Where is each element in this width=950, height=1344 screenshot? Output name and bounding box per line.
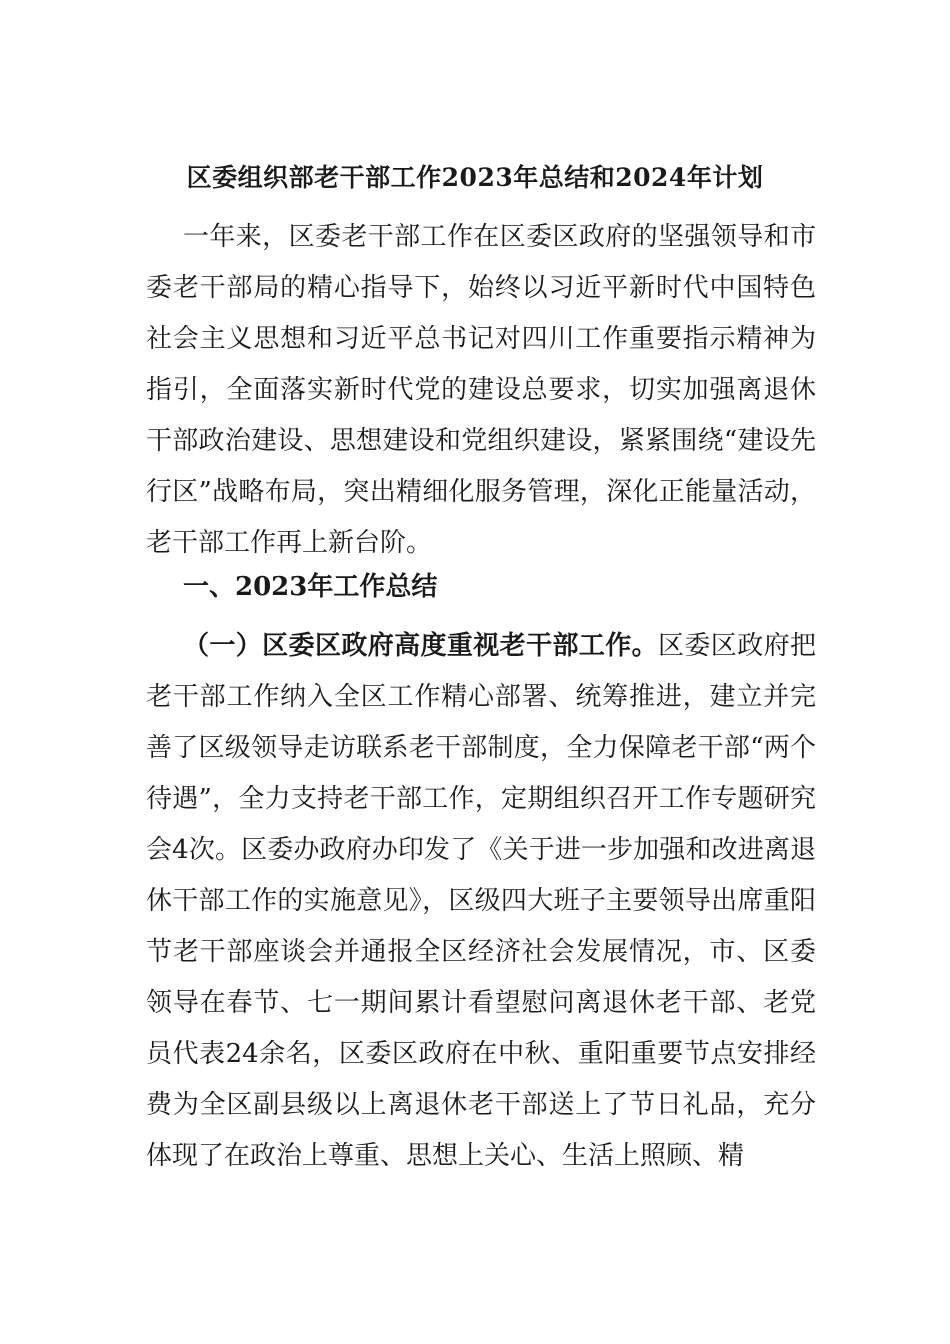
intro-paragraph: 一年来，区委老干部工作在区委区政府的坚强领导和市委老干部局的精心指导下，始终以习近平新时代中国特色社会主义思想和习近平总书记对四川工作重要指示精神为指引，全面落实新时代党的建设总要求，切实加强离退休干部政治建设、思想建设和党组织建设，紧紧围绕“建设先行区”战略布局，突出精细化服务管理，深化正能量活动，老干部工作再上新台阶。 xyxy=(146,222,816,558)
subsection-lead: （一）区委区政府高度重视老干部工作。 xyxy=(183,631,659,661)
section-heading: 一、2023年工作总结 xyxy=(183,572,438,602)
subsection-paragraph xyxy=(146,621,816,1182)
subsection-body: 区委区政府把老干部工作纳入全区工作精心部署、统筹推进，建立并完善了区级领导走访联系老干部制度，全力保障老干部“两个待遇”，全力支持老干部工作，定期组织召开工作专题研究会4次。区委办政府办印发了《关于进一步加强和改进离退休干部工作的实施意见》，区级四大班子主要领导出席重阳节老干部座谈会并通报全区经济社会发展情况，市、区委领导在春节、七一期间累计看望慰问离退休老干部、老党员代表24余名，区委区政府在中秋、重阳重要节点安排经费为全区副县级以上离退休老干部送上了节日礼品，充分体现了在政治上尊重、思想上关心、生活上照顾、精 xyxy=(146,631,816,1171)
document-title: 区委组织部老干部工作2023年总结和2024年计划 xyxy=(186,163,764,192)
